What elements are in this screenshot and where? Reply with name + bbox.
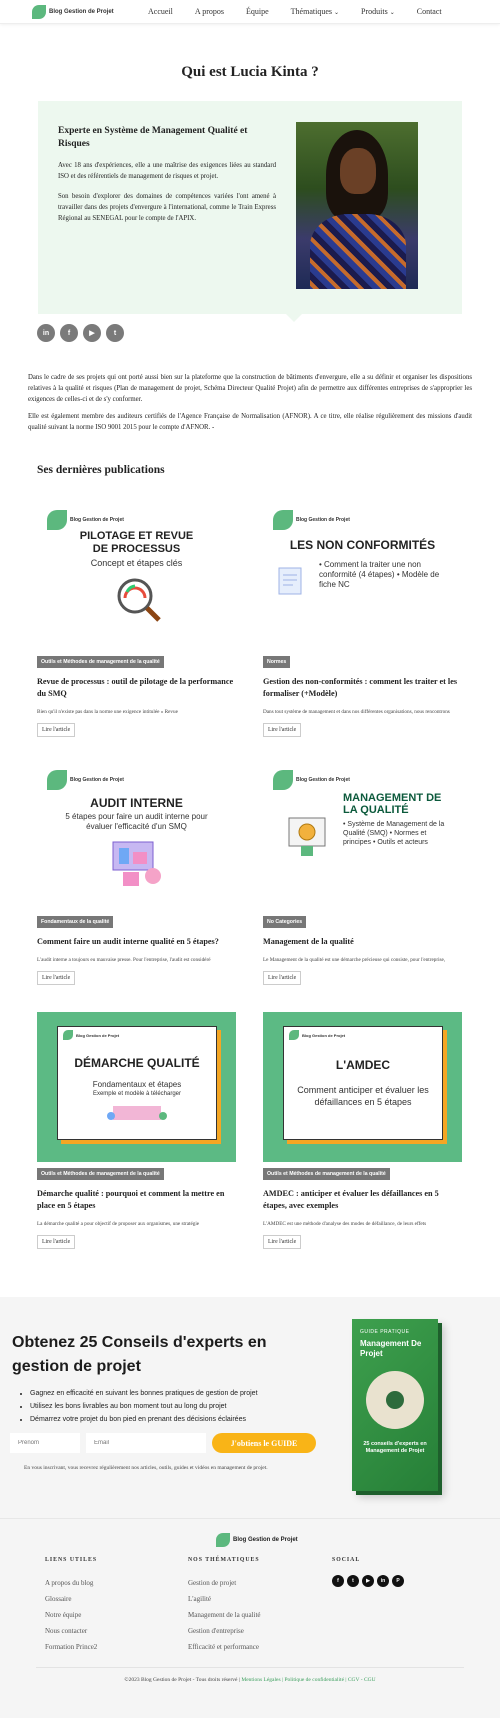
bio-box: [38, 101, 462, 314]
posts-grid: [0, 500, 500, 1287]
nav-thematiques-label: Thématiques: [290, 7, 332, 16]
footer-divider: [36, 1667, 464, 1668]
post-thumbnail[interactable]: [37, 500, 236, 650]
post-card: [263, 500, 462, 737]
post-card: [263, 760, 462, 985]
linkedin-icon[interactable]: in: [377, 1575, 389, 1587]
leaf-logo-icon: [273, 510, 293, 530]
thumb-subtitle: Comment anticiper et évaluer les défaillances en 5 étapes: [297, 1085, 429, 1107]
quality-illustration-icon: [105, 1102, 169, 1128]
nav-a-propos[interactable]: A propos: [194, 7, 224, 16]
newsletter-note: En vous inscrivant, vous recevrez régulièrement nos articles, outils, guides et vidéos en management de projet.: [24, 1465, 268, 1471]
magnifier-gauge-icon: [113, 574, 163, 624]
thumb-title: PILOTAGE ET REVUE DE PROCESSUS: [79, 530, 194, 555]
post-title[interactable]: Management de la qualité: [263, 937, 354, 946]
book-subtitle: 25 conseils d'experts en Management de Projet: [363, 1441, 427, 1454]
leaf-logo-icon: [289, 1030, 299, 1040]
book-title: Management De Projet: [360, 1339, 422, 1358]
thumb-logo-text: Blog Gestion de Projet: [296, 777, 350, 783]
footer-link[interactable]: Notre équipe: [45, 1611, 82, 1619]
site-logo[interactable]: [32, 5, 142, 19]
post-title[interactable]: AMDEC : anticiper et évaluer les défaillances en 5 étapes, avec exemples: [263, 1189, 439, 1210]
benefit-item: • Gagnez en efficacité en suivant les bonnes pratiques de gestion de projet: [30, 1387, 258, 1400]
email-input[interactable]: [86, 1433, 206, 1453]
read-article-button[interactable]: Lire l'article: [37, 723, 75, 737]
post-excerpt: L'AMDEC est une méthode d'analyse des modes de défaillance, de leurs effets: [263, 1221, 427, 1227]
thumb-logo-text: Blog Gestion de Projet: [302, 1032, 346, 1038]
category-badge[interactable]: No Categories: [263, 916, 306, 928]
youtube-icon[interactable]: ▶: [362, 1575, 374, 1587]
thumb-subtitle-2: Exemple et modèle à télécharger: [92, 1091, 182, 1097]
thumb-title: L'AMDEC: [335, 1058, 391, 1072]
footer-col-title: LIENS UTILES: [45, 1557, 98, 1563]
leaf-logo-icon: [32, 5, 46, 19]
post-title[interactable]: Comment faire un audit interne qualité en 5 étapes?: [37, 937, 219, 946]
chevron-down-icon: ⌄: [334, 10, 340, 16]
footer-logo-text: Blog Gestion de Projet: [233, 1537, 298, 1543]
nav-accueil[interactable]: Accueil: [148, 7, 173, 16]
post-thumbnail[interactable]: [263, 500, 462, 650]
footer-useful-links: [45, 1557, 97, 1655]
thumb-subtitle: • Comment la traiter une non conformité (4 étapes) • Modèle de fiche NC: [319, 560, 440, 589]
footer-link[interactable]: Nous contacter: [45, 1627, 88, 1635]
benefit-item: • Utilisez les bons livrables au bon moment tout au long du projet: [30, 1400, 258, 1413]
nav-produits[interactable]: [361, 7, 395, 16]
pinterest-icon[interactable]: P: [392, 1575, 404, 1587]
footer-link[interactable]: Glossaire: [45, 1595, 72, 1603]
thumb-title: DÉMARCHE QUALITÉ: [74, 1056, 200, 1070]
category-badge[interactable]: Outils et Méthodes de management de la qualité: [37, 656, 164, 668]
newsletter-form: [10, 1433, 316, 1453]
category-badge[interactable]: Normes: [263, 656, 290, 668]
linkedin-icon[interactable]: in: [37, 324, 55, 342]
intro-paragraph-2: Elle est également membre des auditeurs certifiés de l'Agence Française de Normalisation (AFNOR). A ce titre, elle réalise régulièrement des missions d'audit qualité suivant la norme ISO 9001 2015 pour le compte d'AFNOR. -: [28, 413, 472, 431]
intro-paragraph-1: Dans le cadre de ses projets qui ont porté aussi bien sur la plateforme que la construction de bâtiments d'envergure, elle a su définir et organiser les dispositions relatives à la qualité et risques (Plan de management de projet, Schéma Directeur Qualité Projet) afin de permettre aux différentes entreprises de s'approprier les exigences de celles-ci et de s'y conformer.: [28, 374, 472, 403]
footer-logo[interactable]: [216, 1533, 298, 1547]
post-thumbnail[interactable]: [37, 1012, 236, 1162]
post-excerpt: Bien qu'il n'existe pas dans la norme une exigence intitulée « Revue: [37, 709, 178, 715]
leaf-logo-icon: [47, 510, 67, 530]
footer-link[interactable]: Management de la qualité: [188, 1611, 261, 1619]
footer-themes: [188, 1557, 261, 1655]
thumb-subtitle: • Système de Management de la Qualité (SMQ) • Normes et principes • Outils et acteurs: [343, 821, 445, 846]
nav-contact[interactable]: Contact: [416, 7, 442, 16]
newsletter-section: [0, 1297, 500, 1518]
facebook-icon[interactable]: f: [332, 1575, 344, 1587]
post-card: [263, 1012, 462, 1249]
post-excerpt: Le Management de la qualité est une démarche précieuse qui consiste, pour l'entreprise,: [263, 957, 446, 963]
leaf-logo-icon: [216, 1533, 230, 1547]
thumb-logo-text: Blog Gestion de Projet: [296, 517, 350, 523]
post-title[interactable]: Gestion des non-conformités : comment les traiter et les formaliser (+Modèle): [263, 677, 458, 698]
post-card: [37, 760, 236, 985]
footer-link[interactable]: Gestion de projet: [188, 1579, 237, 1587]
document-icon: [275, 566, 311, 596]
guide-book-image: [352, 1319, 438, 1491]
certificate-icon: [283, 814, 333, 860]
category-badge[interactable]: Outils et Méthodes de management de la qualité: [263, 1168, 390, 1180]
leaf-logo-icon: [63, 1030, 73, 1040]
thumb-logo-text: Blog Gestion de Projet: [70, 517, 124, 523]
read-article-button[interactable]: Lire l'article: [263, 723, 301, 737]
firstname-input[interactable]: [10, 1433, 80, 1453]
post-card: [37, 500, 236, 737]
legal-links[interactable]: Mentions Légales | Politique de confidentialité | CGV - CGU: [241, 1677, 376, 1683]
chevron-down-icon: ⌄: [389, 10, 395, 16]
bio-box-pointer: [286, 314, 302, 322]
newsletter-title: Obtenez 25 Conseils d'experts en gestion de projet: [12, 1334, 267, 1375]
facebook-icon[interactable]: f: [60, 324, 78, 342]
page-title: Qui est Lucia Kinta ?: [181, 64, 319, 80]
thumb-title: AUDIT INTERNE: [90, 796, 183, 810]
nav-equipe[interactable]: Équipe: [246, 7, 269, 16]
nav-thematiques[interactable]: [291, 7, 339, 16]
copyright-text: ©2023 Blog Gestion de Projet - Tous droits réservé |: [124, 1677, 240, 1683]
twitter-icon[interactable]: t: [347, 1575, 359, 1587]
post-excerpt: Dans tout système de management et dans nos différentes organisations, nous rencontrons: [263, 709, 450, 715]
post-title[interactable]: Démarche qualité : pourquoi et comment la mettre en place en 5 étapes: [37, 1189, 225, 1210]
thumb-subtitle: 5 étapes pour faire un audit interne pour évaluer l'efficacité d'un SMQ: [65, 812, 208, 831]
get-guide-button[interactable]: J'obtiens le GUIDE: [212, 1433, 316, 1453]
main-nav: [148, 7, 442, 16]
post-excerpt: L'audit interne a toujours eu mauvaise presse. Pour l'entreprise, l'audit est considéré: [37, 957, 211, 963]
post-excerpt: La démarche qualité a pour objectif de proposer aux organismes, une stratégie: [37, 1221, 200, 1227]
logo-text: Blog Gestion de Projet: [49, 8, 114, 15]
publications-title: Ses dernières publications: [37, 464, 165, 476]
thumb-logo-text: Blog Gestion de Projet: [76, 1032, 120, 1038]
book-illustration: [366, 1371, 424, 1429]
post-thumbnail[interactable]: [263, 1012, 462, 1162]
read-article-button[interactable]: Lire l'article: [37, 971, 75, 985]
thumb-title: MANAGEMENT DE LA QUALITÉ: [343, 792, 442, 816]
twitter-icon[interactable]: t: [106, 324, 124, 342]
thumb-logo-text: Blog Gestion de Projet: [70, 777, 124, 783]
footer-col-title: SOCIAL: [332, 1557, 361, 1563]
leaf-logo-icon: [47, 770, 67, 790]
nav-produits-label: Produits: [361, 7, 388, 16]
book-tag: GUIDE PRATIQUE: [360, 1329, 410, 1335]
site-header: [0, 0, 500, 24]
category-badge[interactable]: Outils et Méthodes de management de la qualité: [37, 1168, 164, 1180]
footer-social: [332, 1557, 404, 1587]
bio-paragraph-1: Avec 18 ans d'expériences, elle a une maîtrise des exigences liées au standard ISO et des référentiels de management de risques et projet.: [58, 162, 276, 180]
category-badge[interactable]: Fondamentaux de la qualité: [37, 916, 113, 928]
thumb-title: LES NON CONFORMITÉS: [289, 538, 436, 552]
author-socials: [37, 324, 500, 343]
read-article-button[interactable]: Lire l'article: [263, 971, 301, 985]
author-intro: [28, 372, 472, 433]
newsletter-benefits: [22, 1387, 258, 1426]
youtube-icon[interactable]: ▶: [83, 324, 101, 342]
post-card: [37, 1012, 236, 1249]
footer-link[interactable]: Formation Prince2: [45, 1643, 98, 1651]
footer-link[interactable]: Gestion d'entreprise: [188, 1627, 244, 1635]
footer-copyright: [0, 1677, 500, 1683]
footer-link[interactable]: L'agilité: [188, 1595, 212, 1603]
footer-link[interactable]: A propos du blog: [45, 1579, 94, 1587]
benefit-item: • Démarrez votre projet du bon pied en prenant des décisions éclairées: [30, 1413, 258, 1426]
post-thumbnail[interactable]: [263, 760, 462, 910]
author-photo: [296, 122, 418, 289]
thumb-subtitle: Concept et étapes clés: [90, 558, 183, 568]
post-title[interactable]: Revue de processus : outil de pilotage de la performance du SMQ: [37, 677, 234, 698]
bio-paragraph-2: Son besoin d'explorer des domaines de compétences variées l'ont amené à travailler dans des projets d'envergure à l'international, comme le Train Express Régional au SENEGAL pour le compte de l'APIX.: [58, 193, 276, 222]
post-thumbnail[interactable]: [37, 760, 236, 910]
footer-link[interactable]: Efficacité et performance: [188, 1643, 259, 1651]
site-footer: [0, 1518, 500, 1718]
audit-illustration-icon: [109, 838, 165, 890]
read-article-button[interactable]: Lire l'article: [263, 1235, 301, 1249]
thumb-subtitle: Fondamentaux et étapes: [92, 1080, 182, 1089]
bio-heading: Experte en Système de Management Qualité et Risques: [58, 126, 248, 149]
footer-col-title: NOS THÉMATIQUES: [188, 1557, 260, 1563]
read-article-button[interactable]: Lire l'article: [37, 1235, 75, 1249]
leaf-logo-icon: [273, 770, 293, 790]
